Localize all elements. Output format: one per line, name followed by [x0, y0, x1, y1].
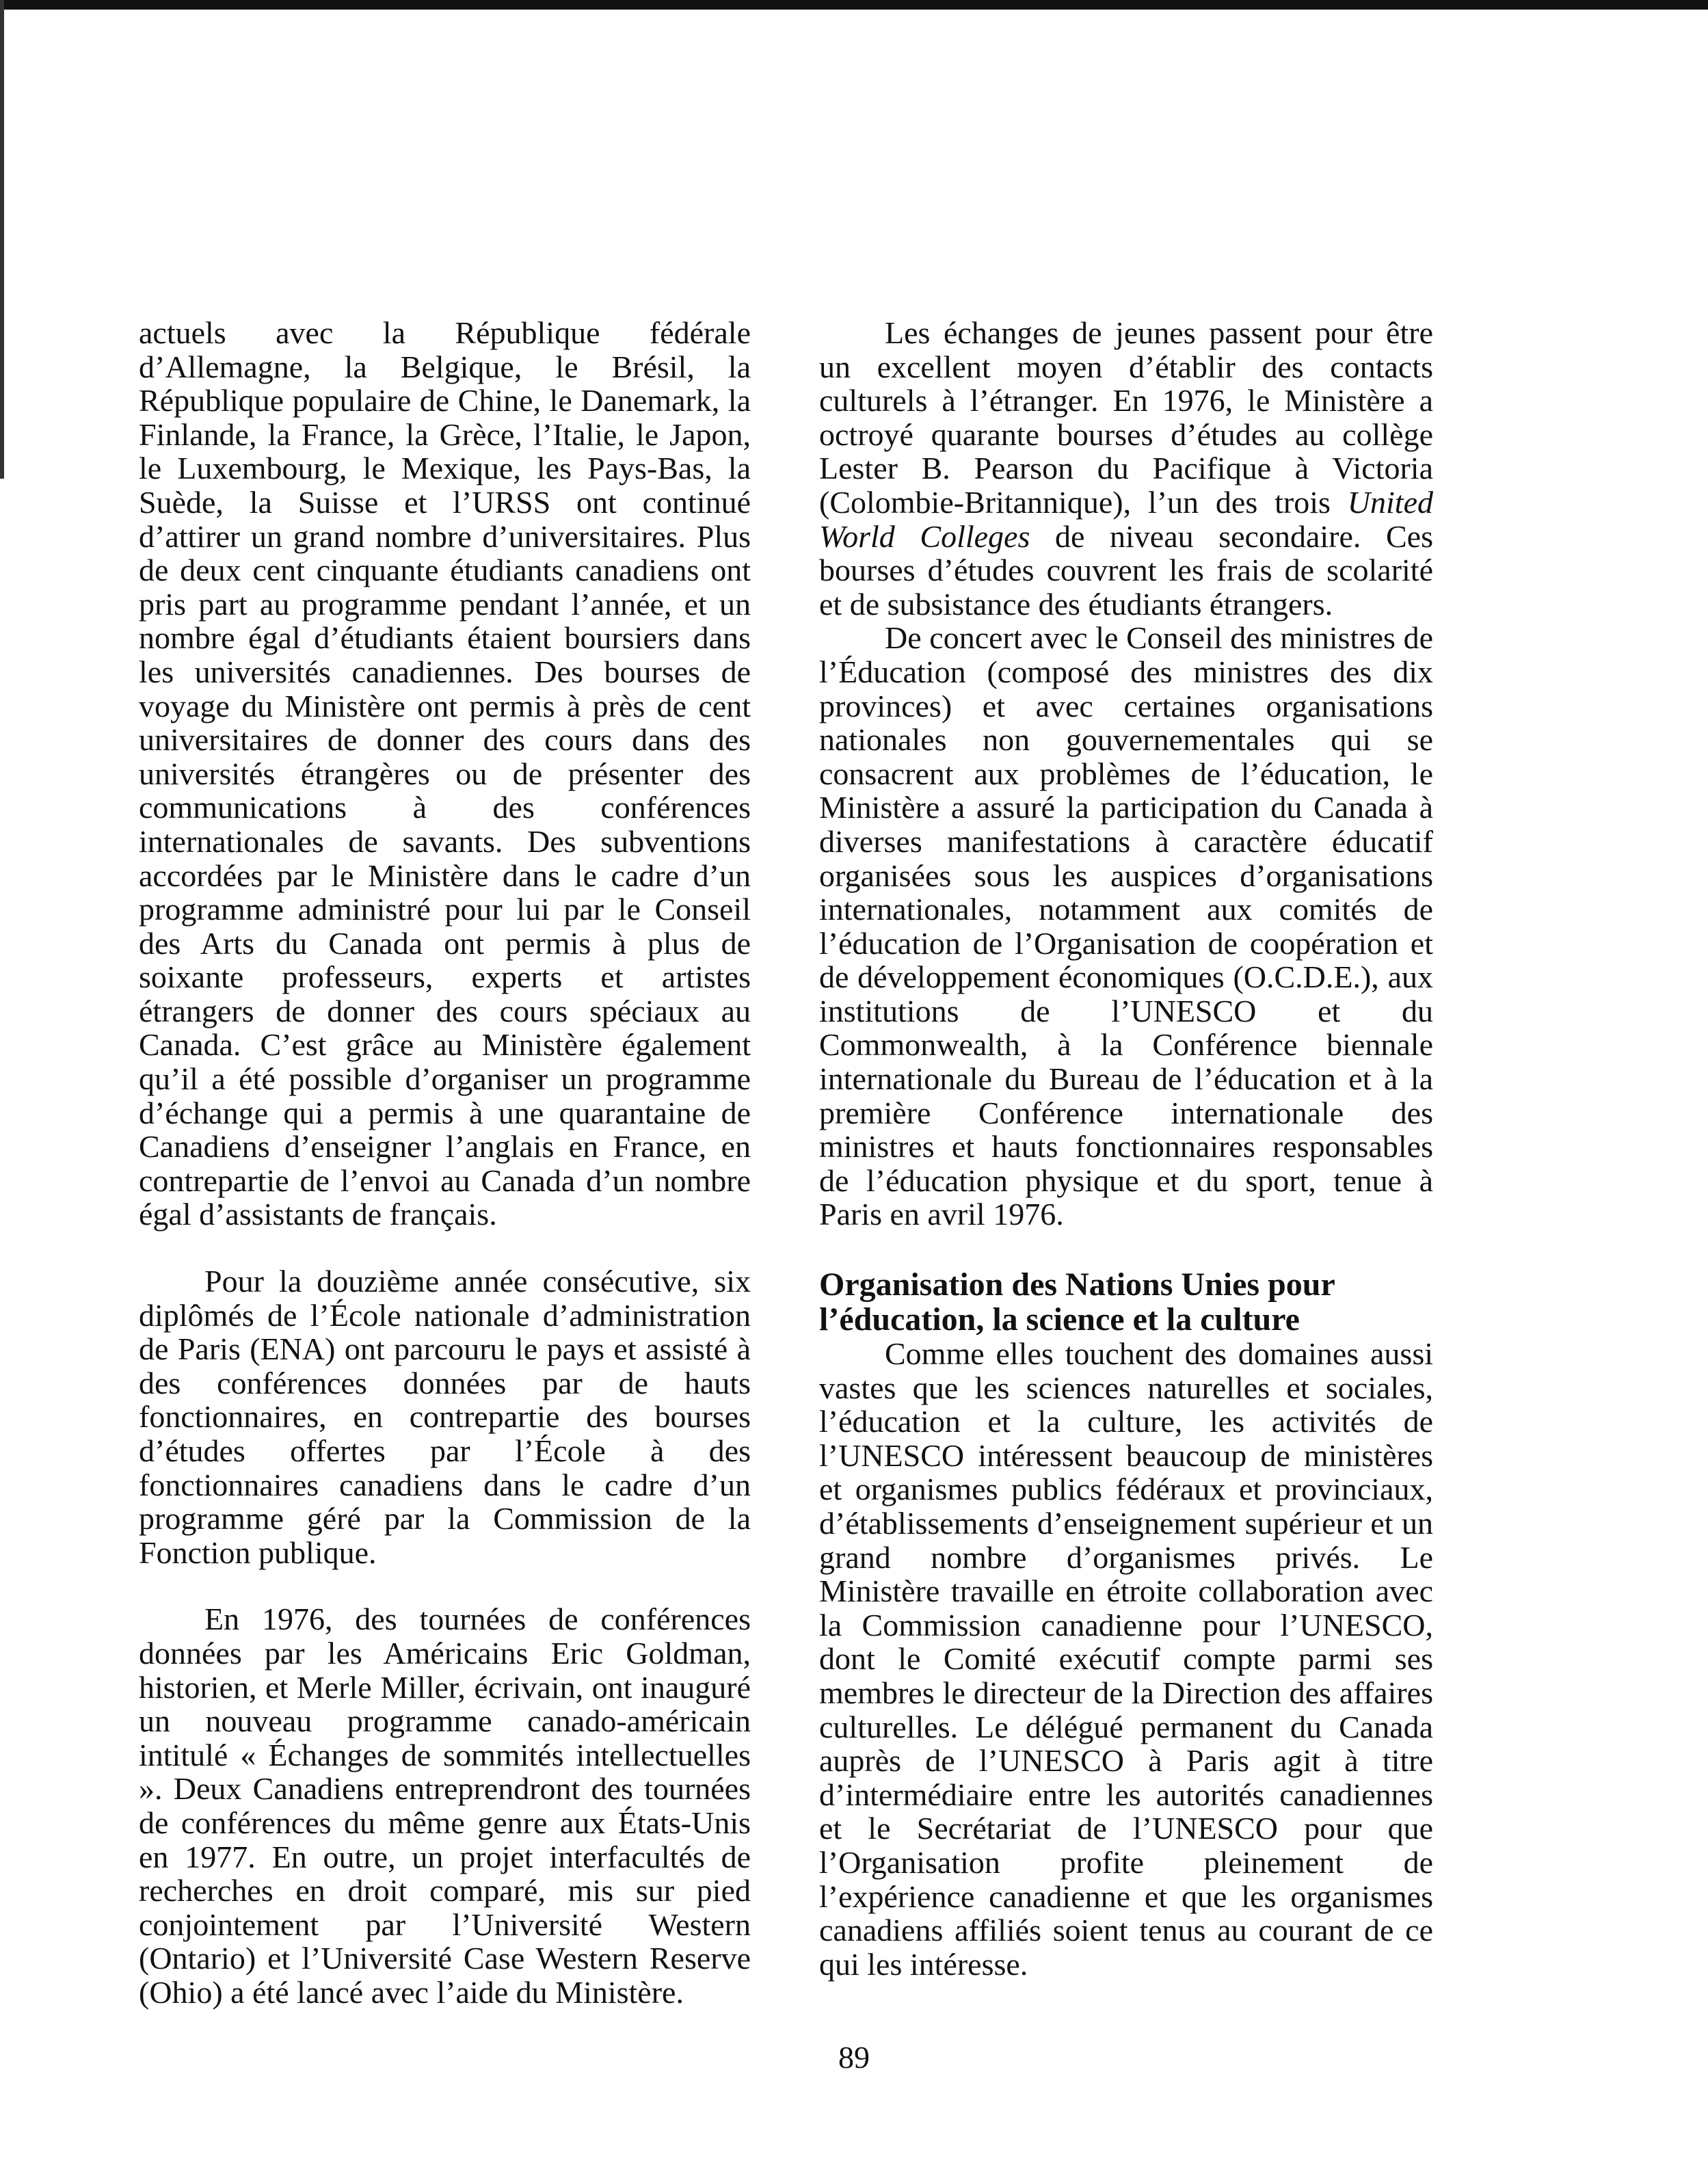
left-column — [139, 316, 751, 2010]
text-run: de niveau secondaire. Ces bourses d’études couvrent les frais de scolarité et de subsistance des étudiants étrangers. — [819, 518, 1433, 622]
paragraph: Pour la douzième année consécutive, six diplômés de l’École nationale d’administration de Paris (ENA) ont parcouru le pays et assisté à des conférences données par de hauts fonctionnaires, en contrepartie des bourses d’études offertes par l’École à des fonctionnaires canadiens dans le cadre d’un programme géré par la Commission de la Fonction publique. — [139, 1264, 751, 1570]
paragraph: Comme elles touchent des domaines aussi vastes que les sciences naturelles et sociales, l’éducation et la culture, les activités de l’UNESCO intéressent beaucoup de ministères et organismes publics fédéraux et provinciaux, d’établissements d’enseignement supérieur et un grand nombre d’organismes privés. Le Ministère travaille en étroite collaboration avec la Commission canadienne pour l’UNESCO, dont le Comité exécutif compte parmi ses membres le directeur de la Direction des affaires culturelles. Le délégué permanent du Canada auprès de l’UNESCO à Paris agit à titre d’intermédiaire entre les autorités canadiennes et le Secrétariat de l’UNESCO pour que l’Organisation profite pleinement de l’expérience canadienne et que les organismes canadiens affiliés soient tenus au courant de ce qui les intéresse. — [819, 1336, 1433, 1982]
italic-text: United World Colleges — [819, 484, 1433, 554]
paragraph: De concert avec le Conseil des ministres de l’Éducation (composé des ministres des dix provinces) et avec certaines organisations nationales non gouvernementales qui se consacrent aux problèmes de l’éducation, le Ministère a assuré la participation du Canada à diverses manifestations à caractère éducatif organisées sous les auspices d’organisations internationales, notamment aux comités de l’éducation de l’Organisation de coopération et de développement économiques (O.C.D.E.), aux institutions de l’UNESCO et du Commonwealth, à la Conférence biennale internationale du Bureau de l’éducation et à la première Conférence internationale des ministres et hauts fonctionnaires responsables de l’éducation physique et du sport, tenue à Paris en avril 1976. — [819, 620, 1433, 1232]
page-number: 89 — [838, 2040, 870, 2075]
paragraph — [819, 316, 1433, 621]
right-column — [819, 316, 1433, 1981]
paragraph: actuels avec la République fédérale d’Allemagne, la Belgique, le Brésil, la République populaire de Chine, le Danemark, la Finlande, la France, la Grèce, l’Italie, le Japon, le Luxembourg, le Mexique, les Pays-Bas, la Suède, la Suisse et l’URSS ont continué d’attirer un grand nombre d’universitaires. Plus de deux cent cinquante étudiants canadiens ont pris part au programme pendant l’année, et un nombre égal d’étudiants étaient boursiers dans les universités canadiennes. Des bourses de voyage du Ministère ont permis à près de cent universitaires de donner des cours dans des universités étrangères ou de présenter des communications à des conférences internationales de savants. Des subventions accordées par le Ministère dans le cadre d’un programme administré pour lui par le Conseil des Arts du Canada ont permis à plus de soixante professeurs, experts et artistes étrangers de donner des cours spéciaux au Canada. C’est grâce au Ministère également qu’il a été possible d’organiser un programme d’échange qui a permis à une quarantaine de Canadiens d’enseigner l’anglais en France, en contrepartie de l’envoi au Canada d’un nombre égal d’assistants de français. — [139, 315, 751, 1232]
text-run: Les échanges de jeunes passent pour être un excellent moyen d’établir des contacts culturels à l’étranger. En 1976, le Ministère a octroyé quarante bourses d’études au collège Lester B. Pearson du Pacifique à Victoria (Colombie-Britannique), l’un des trois — [819, 315, 1433, 520]
scan-left-edge — [0, 0, 4, 479]
paragraph: En 1976, des tournées de conférences données par les Américains Eric Goldman, historien, et Merle Miller, écrivain, ont inauguré un nouveau programme canado-américain intitulé « Échanges de sommités intellectuelles ». Deux Canadiens entreprendront des tournées de conférences du même genre aux États-Unis en 1977. En outre, un projet interfacultés de recherches en droit comparé, mis sur pied conjointement par l’Université Western (Ontario) et l’Université Case Western Reserve (Ohio) a été lancé avec l’aide du Ministère. — [139, 1601, 751, 2010]
section-heading: Organisation des Nations Unies pour l’éducation, la science et la culture — [819, 1266, 1335, 1338]
scan-top-border — [0, 0, 1708, 10]
